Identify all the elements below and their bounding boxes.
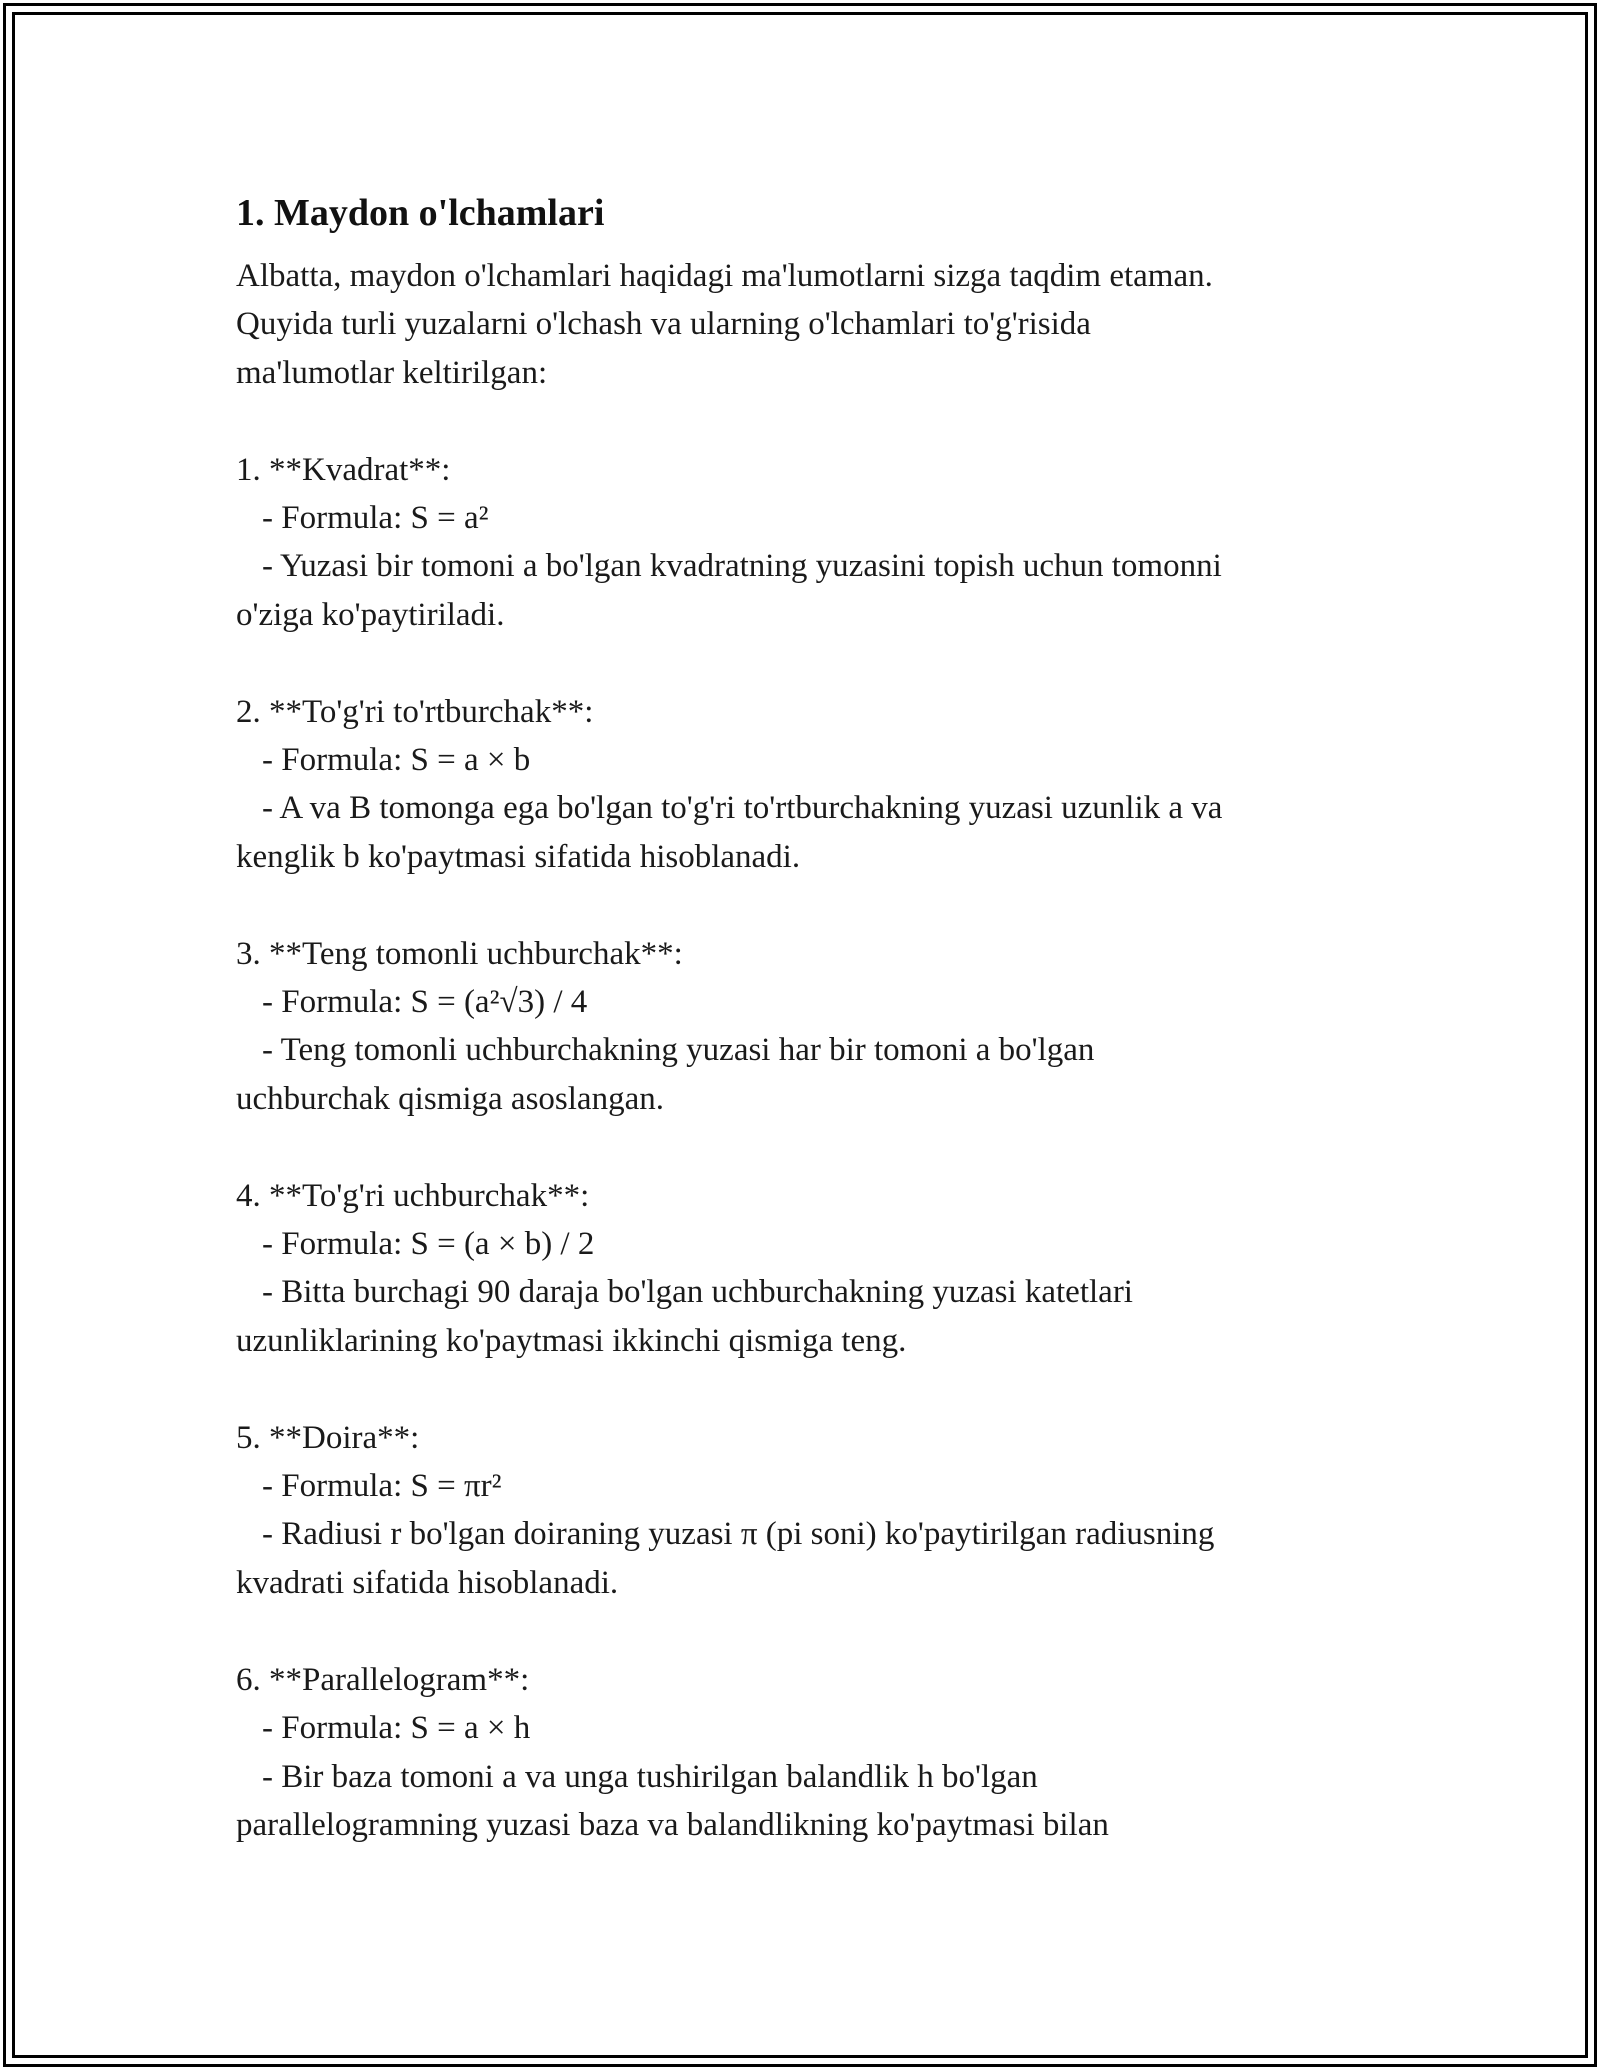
item-formula: - Formula: S = a × b: [262, 742, 531, 779]
item-description-continued: kvadrati sifatida hisoblanadi.: [236, 1564, 619, 1601]
intro-line: ma'lumotlar keltirilgan:: [236, 354, 548, 391]
list-item-doira: [236, 1414, 1366, 1608]
item-description: - Teng tomonli uchburchakning yuzasi har bir tomoni a bo'lgan: [262, 1032, 1095, 1069]
item-description-continued: parallelogramning yuzasi baza va balandlikning ko'paytmasi bilan: [236, 1806, 1109, 1843]
list-item-teng-tomonli-uchburchak: [236, 930, 1366, 1124]
item-description: - A va B tomonga ega bo'lgan to'g'ri to'rtburchakning yuzasi uzunlik a va: [262, 790, 1223, 827]
document-body: [236, 186, 1366, 1849]
item-heading: 5. **Doira**:: [236, 1419, 420, 1456]
item-heading: 6. **Parallelogram**:: [236, 1661, 530, 1698]
spacer: [236, 881, 1366, 929]
item-heading: 3. **Teng tomonli uchburchak**:: [236, 935, 683, 972]
item-formula: - Formula: S = a × h: [262, 1710, 531, 1747]
spacer: [236, 397, 1366, 445]
document-title: 1. Maydon o'lchamlari: [236, 192, 605, 234]
item-description-continued: uzunliklarining ko'paytmasi ikkinchi qismiga teng.: [236, 1322, 907, 1359]
item-description: - Yuzasi bir tomoni a bo'lgan kvadratning yuzasini topish uchun tomonni: [262, 548, 1222, 585]
intro-paragraph: [236, 252, 1366, 397]
spacer: [236, 1365, 1366, 1413]
item-description-continued: kenglik b ko'paytmasi sifatida hisoblanadi.: [236, 838, 801, 875]
list-item-kvadrat: [236, 446, 1366, 640]
intro-line: Albatta, maydon o'lchamlari haqidagi ma'lumotlarni sizga taqdim etaman.: [236, 258, 1213, 294]
spacer: [236, 1607, 1366, 1655]
intro-line: Quyida turli yuzalarni o'lchash va ularning o'lchamlari to'g'risida: [236, 306, 1091, 343]
list-item-parallelogram: [236, 1656, 1366, 1850]
item-heading: 1. **Kvadrat**:: [236, 451, 451, 488]
item-description: - Radiusi r bo'lgan doiraning yuzasi π (pi soni) ko'paytirilgan radiusning: [262, 1516, 1215, 1553]
item-heading: 2. **To'g'ri to'rtburchak**:: [236, 693, 594, 730]
item-formula: - Formula: S = (a × b) / 2: [262, 1226, 595, 1263]
item-description: - Bir baza tomoni a va unga tushirilgan balandlik h bo'lgan: [262, 1758, 1038, 1795]
item-heading: 4. **To'g'ri uchburchak**:: [236, 1177, 590, 1214]
item-formula: - Formula: S = (a²√3) / 4: [262, 984, 588, 1021]
item-formula: - Formula: S = πr²: [262, 1468, 502, 1505]
spacer: [236, 639, 1366, 687]
spacer: [236, 1123, 1366, 1171]
item-description-continued: o'ziga ko'paytiriladi.: [236, 596, 505, 633]
list-item-togri-uchburchak: [236, 1172, 1366, 1366]
list-item-togri-tortburchak: [236, 688, 1366, 882]
item-description-continued: uchburchak qismiga asoslangan.: [236, 1080, 664, 1117]
item-description: - Bitta burchagi 90 daraja bo'lgan uchburchakning yuzasi katetlari: [262, 1274, 1133, 1311]
item-formula: - Formula: S = a²: [262, 500, 489, 537]
